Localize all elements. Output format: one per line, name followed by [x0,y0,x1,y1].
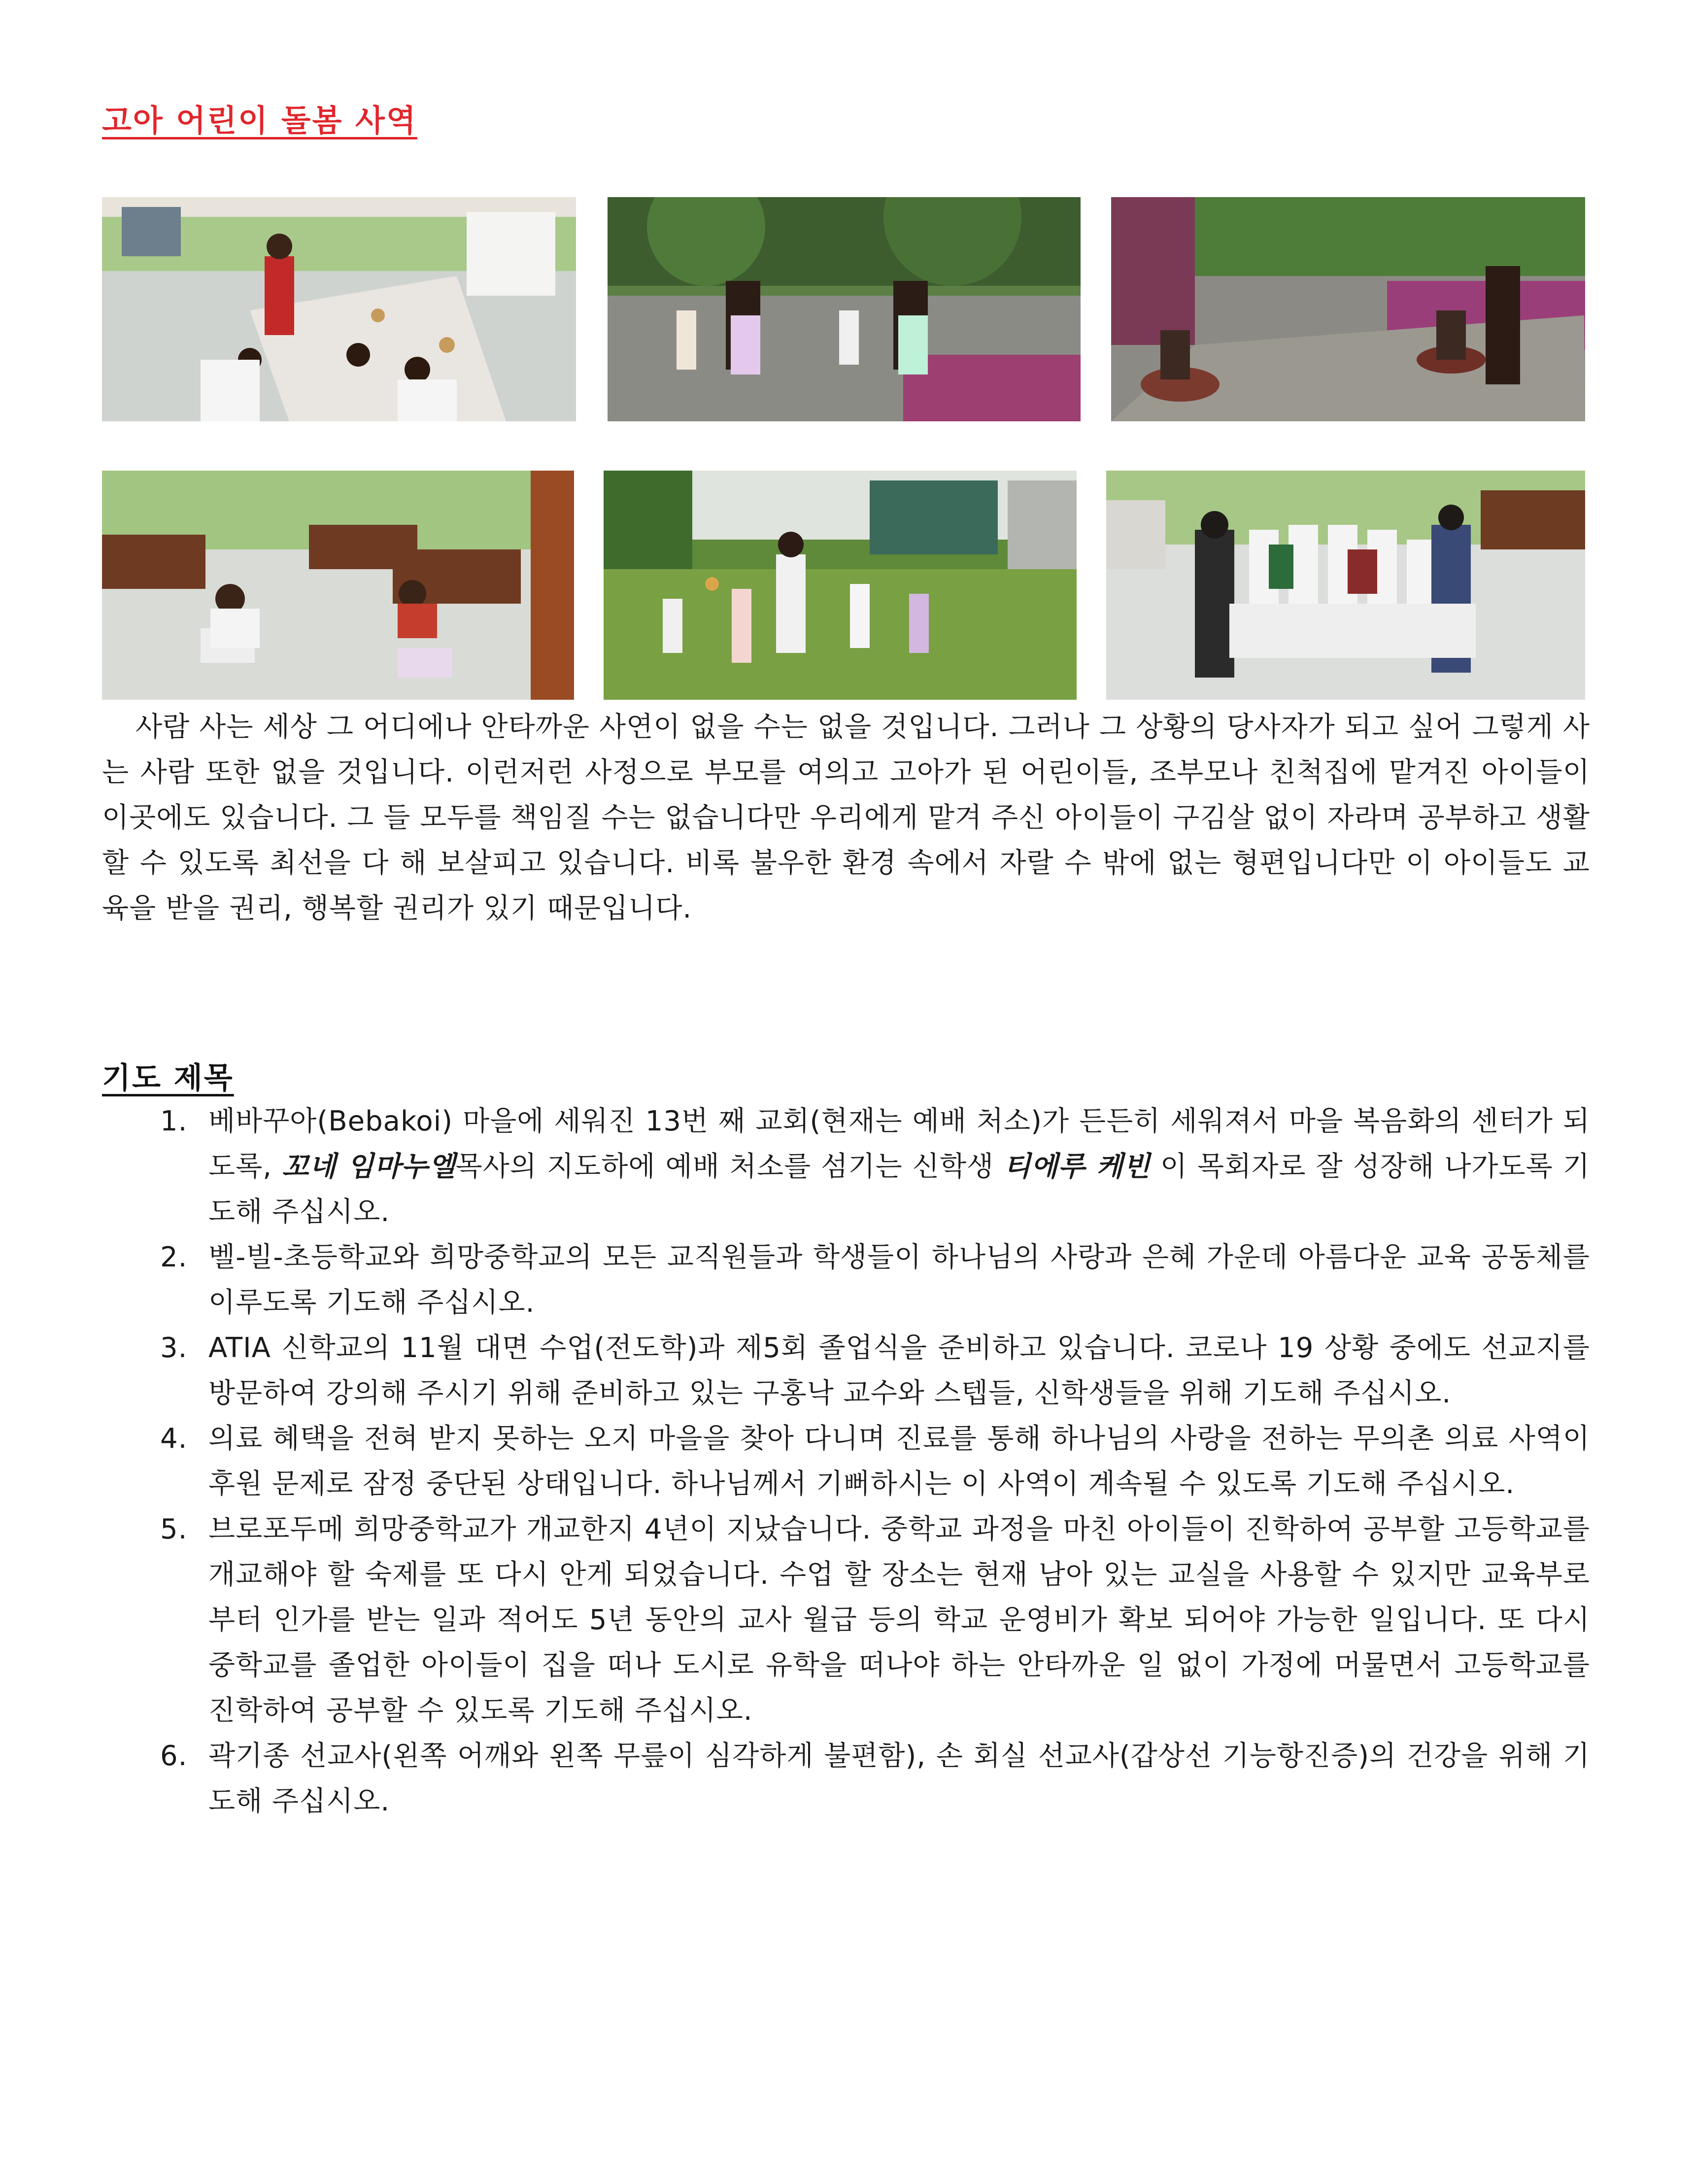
photo-children-courtyard-washing [1111,197,1585,421]
photo-group-portrait [1106,471,1585,700]
prayer-item [102,1326,1590,1416]
student-name: 티에루 케빈 [1004,1151,1151,1183]
photo-children-yard-with-posters [608,197,1081,421]
prayer-item-number: 1. [160,1105,188,1137]
prayer-item-number: 6. [160,1740,188,1772]
body-paragraph: 사람 사는 세상 그 어디에나 안타까운 사연이 없을 수는 없을 것입니다. 그러나 그 상황의 당사자가 되고 싶어 그렇게 사는 사람 또한 없을 것입니다. 이런저런 사정으로 부모를 여의고 고아가 된 어린이들, 조부모나 친척집에 맡겨진 아이들이 이곳에도 있습니다. 그 들 모두를 책임질 수는 없습니다만 우리에게 맡겨 주신 아이들이 구김살 없이 자라며 공부하고 생활할 수 있도록 최선을 다 해 보살피고 있습니다. 비록 불우한 환경 속에서 자랄 수 밖에 없는 형편입니다만 이 아이들도 교육을 받을 권리, 행복할 권리가 있기 때문입니다. [102,711,1590,924]
photo-children-playing-on-lawn [604,471,1077,700]
prayer-heading: 기도 제목 [102,1061,234,1095]
prayer-item-text: 곽기종 선교사(왼쪽 어깨와 왼쪽 무릎이 심각하게 불편함), 손 회실 선교사(갑상선 기능항진증)의 건강을 위해 기도해 주십시오. [208,1740,1590,1817]
prayer-item-number: 2. [160,1241,188,1273]
prayer-item-text: 목사의 지도하에 예배 처소를 섬기는 신학생 [455,1151,1004,1183]
prayer-item-text: 벨-빌-초등학교와 희망중학교의 모든 교직원들과 학생들이 하나님의 사랑과 은혜 가운데 아름다운 교육 공동체를 이루도록 기도해 주십시오. [208,1241,1590,1319]
prayer-list [102,1099,1590,1824]
pastor-name: 꼬네 임마누엘 [282,1151,456,1183]
prayer-item [102,1734,1590,1824]
prayer-item-text: 의료 혜택을 전혀 받지 못하는 오지 마을을 찾아 다니며 진료를 통해 하나님의 사랑을 전하는 무의촌 의료 사역이 후원 문제로 잠정 중단된 상태입니다. 하나님께서 기뻐하시는 이 사역이 계속될 수 있도록 기도해 주십시오. [208,1423,1590,1500]
prayer-item-text: 이 목회자로 잘 성장해 나가도록 기도해 주십시오. [208,1151,1590,1228]
prayer-item [102,1099,1590,1235]
photo-children-stacking-cups [102,471,574,700]
prayer-item-number: 4. [160,1423,188,1455]
prayer-item-number: 5. [160,1513,188,1545]
section-title: 고아 어린이 돌봄 사역 [102,102,417,138]
prayer-item [102,1235,1590,1326]
photo-children-dining-table [102,197,576,421]
prayer-item [102,1416,1590,1507]
prayer-item-text: ATIA 신학교의 11월 대면 수업(전도학)과 제5회 졸업식을 준비하고 있습니다. 코로나 19 상황 중에도 선교지를 방문하여 강의해 주시기 위해 준비하고 있는 구홍낙 교수와 스텝들, 신학생들을 위해 기도해 주십시오. [208,1332,1590,1409]
prayer-item-text: 브로포두메 희망중학교가 개교한지 4년이 지났습니다. 중학교 과정을 마친 아이들이 진학하여 공부할 고등학교를 개교해야 할 숙제를 또 다시 안게 되었습니다. 수업 할 장소는 현재 남아 있는 교실을 사용할 수 있지만 교육부로부터 인가를 받는 일과 적어도 5년 동안의 교사 월급 등의 학교 운영비가 확보 되어야 가능한 일입니다. 또 다시 중학교를 졸업한 아이들이 집을 떠나 도시로 유학을 떠나야 하는 안타까운 일 없이 가정에 머물면서 고등학교를 진학하여 공부할 수 있도록 기도해 주십시오. [208,1513,1590,1727]
prayer-item-number: 3. [160,1332,188,1364]
prayer-item [102,1507,1590,1734]
prayer-item-text: 베바꾸아(Bebakoi) 마을에 세워진 13번 째 교회(현재는 예배 처소)가 든든히 세워져서 마을 복음화의 센터가 되도록, [208,1105,1590,1183]
